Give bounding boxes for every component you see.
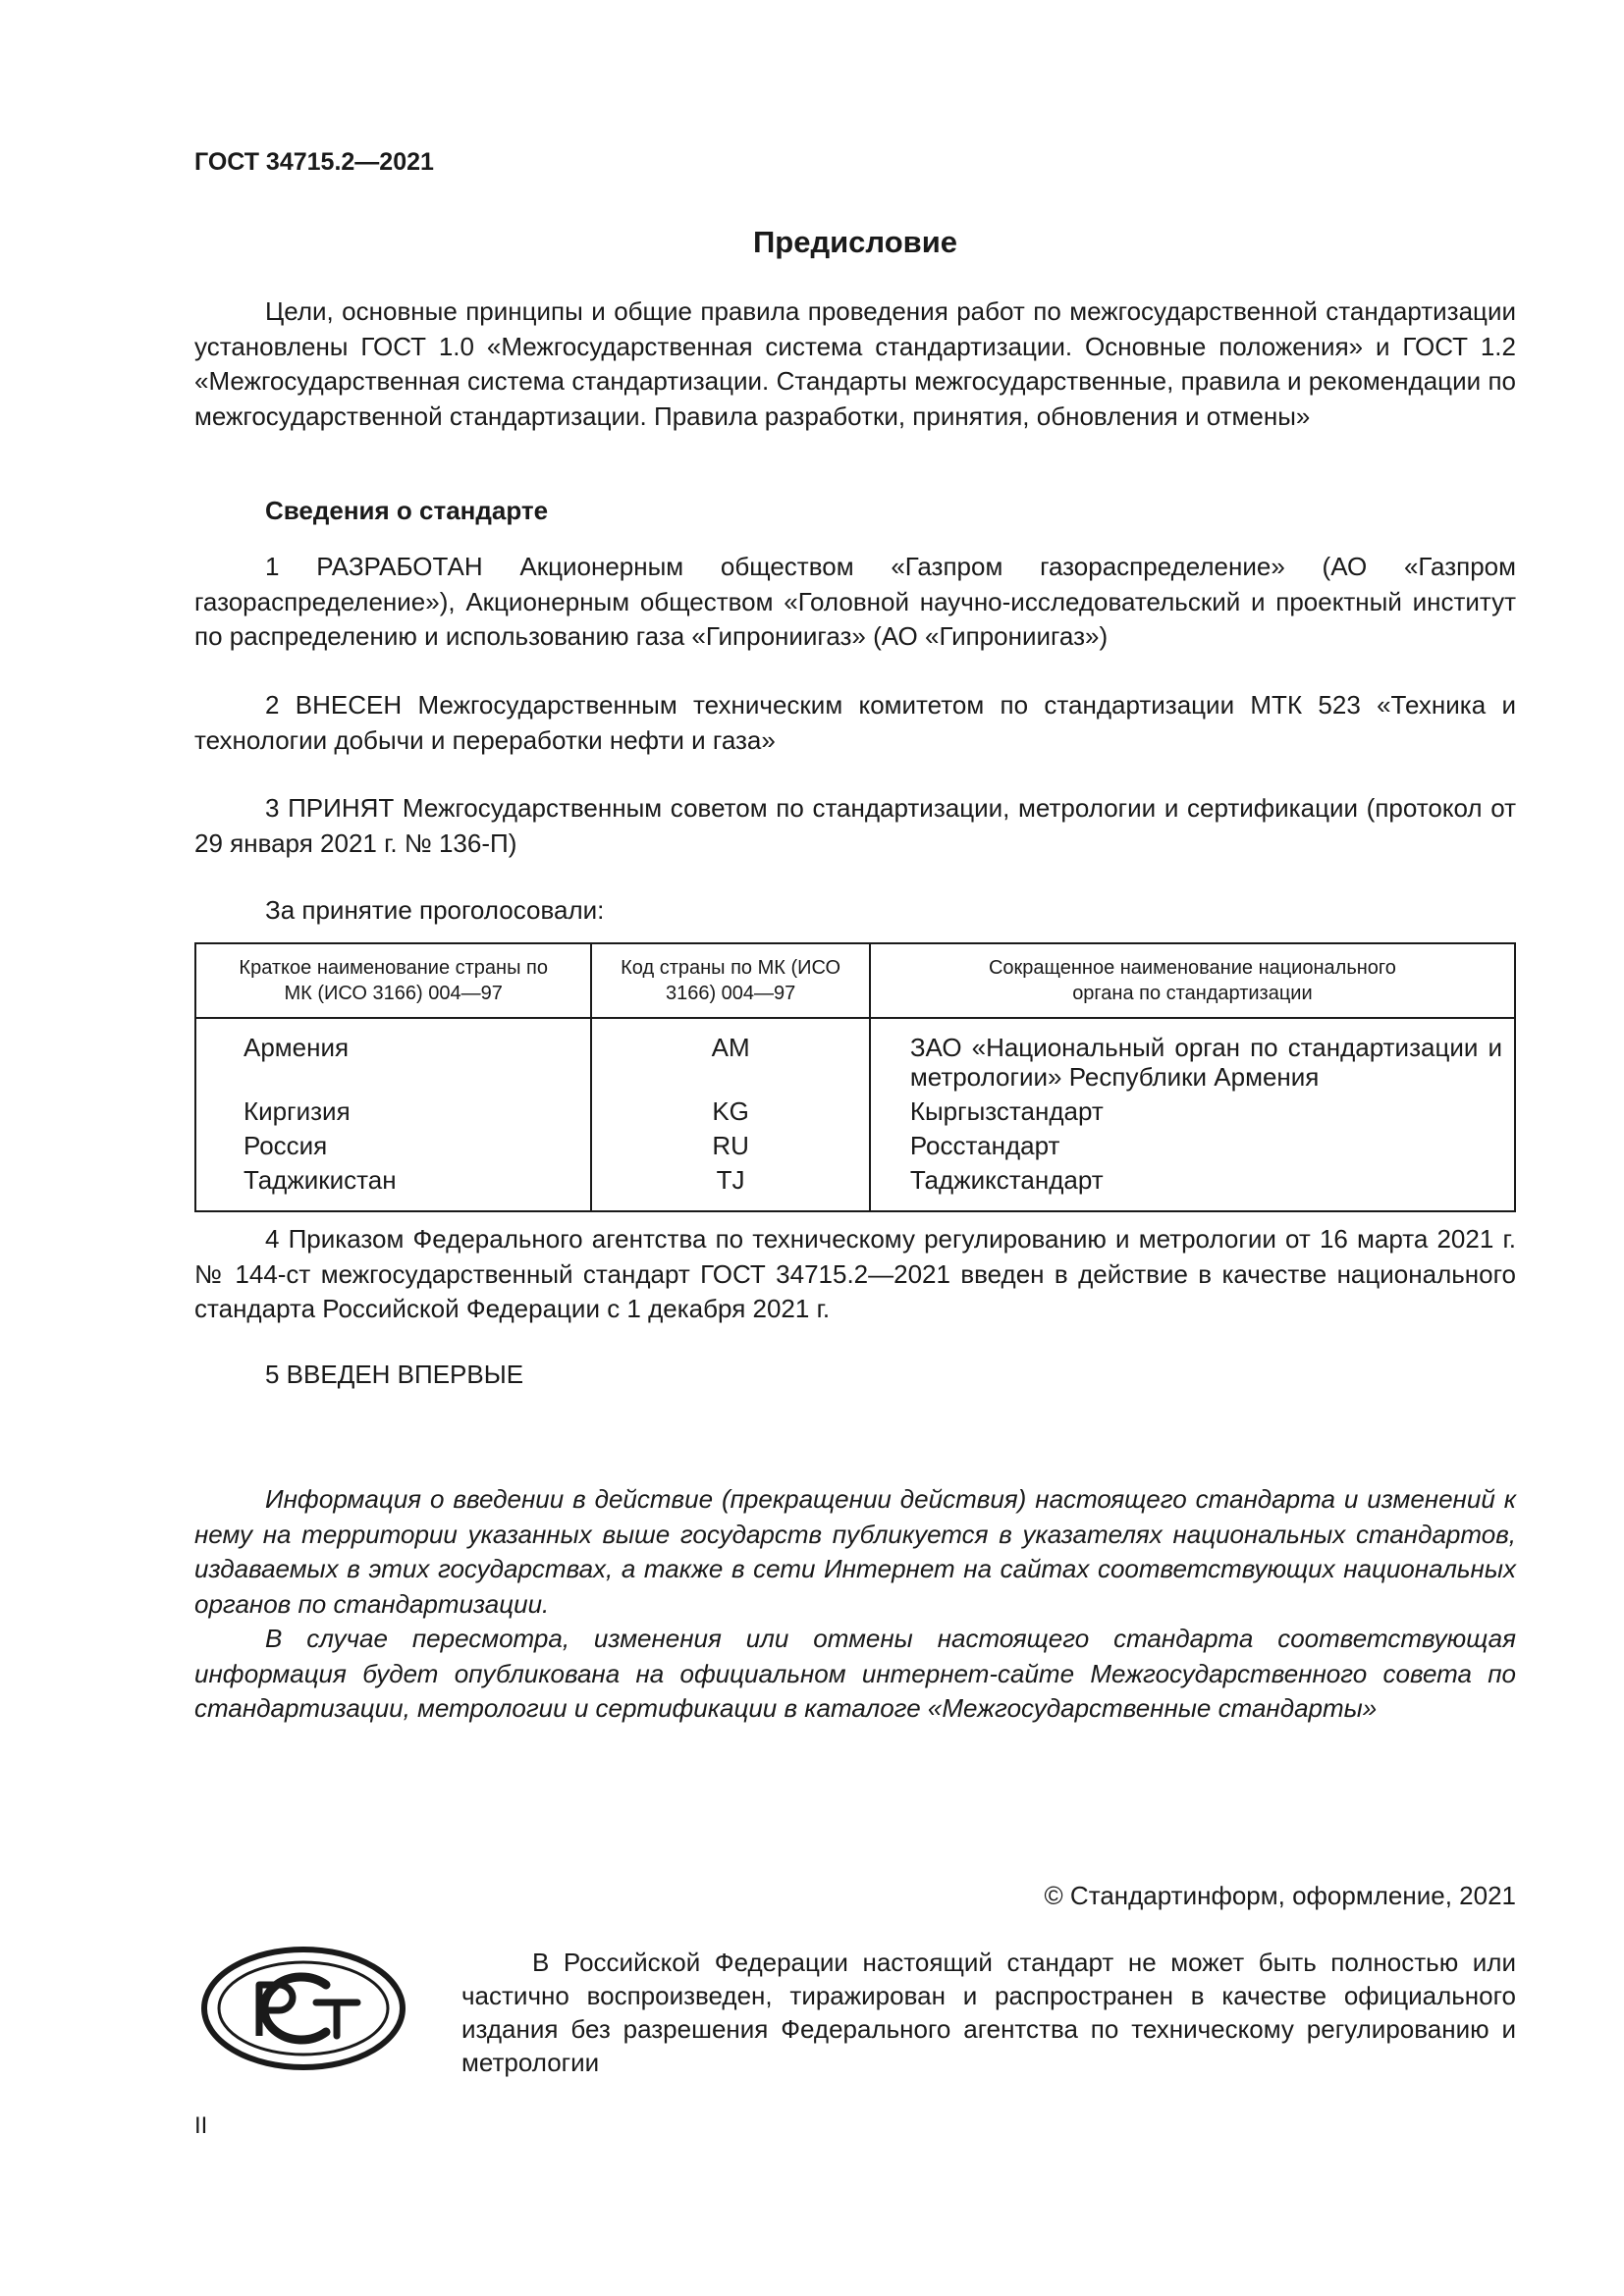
table-header-row [195,943,1515,1018]
header-country: Краткое наименование страны по МК (ИСО 3166) 004—97 [195,943,591,1018]
organization-cell: Кыргызстандарт [870,1092,1515,1126]
voted-caption: За принятие проголосовали: [265,895,605,925]
code-cell: AM [591,1018,869,1092]
header-organization: Сокращенное наименование национального органа по стандартизации [870,943,1515,1018]
item-adopted: 3 ПРИНЯТ Межгосударственным советом по стандартизации, метрологии и сертификации (протокол от 29 января 2021 г. № 136-П) [194,793,1516,858]
notice-info-paragraph: Информация о введении в действие (прекращении действия) настоящего стандарта и изменений к нему на территории указанных выше государств публикуется в указателях национальных стандартов, издаваемых в этих государствах, а также в сети Интернет на сайтах соответствующих национальных органов по стандартизации. [194,1484,1516,1619]
item-first-introduced: 5 ВВЕДЕН ВПЕРВЫЕ [265,1360,524,1389]
voting-table [194,942,1516,1212]
table-row [195,1126,1515,1160]
country-cell: Россия [195,1126,591,1160]
intro-paragraph: Цели, основные принципы и общие правила проведения работ по межгосударственной стандартизации установлены ГОСТ 1.0 «Межгосударственная система стандартизации. Основные положения» и ГОСТ 1.2 «Межгосударственная система стандартизации. Стандарты межгосударственные, правила и рекомендации по межгосударственной стандартизации. Правила разработки, принятия, обновления и отмены» [194,296,1516,431]
copyright-line: © Стандартинформ, оформление, 2021 [1044,1881,1516,1910]
item-order: 4 Приказом Федерального агентства по техническому регулированию и метрологии от 16 марта 2021 г. № 144-ст межгосударственный стандарт ГОСТ 34715.2—2021 введен в действие в качестве национального стандарта Российской Федерации с 1 декабря 2021 г. [194,1224,1516,1323]
organization-cell: Таджикстандарт [870,1160,1515,1211]
header-code: Код страны по МК (ИСО 3166) 004—97 [591,943,869,1018]
info-heading: Сведения о стандарте [265,496,549,525]
organization-cell: Росстандарт [870,1126,1515,1160]
rst-logo-icon [200,1946,406,2071]
table-row [195,1018,1515,1092]
code-cell: KG [591,1092,869,1126]
organization-cell: ЗАО «Национальный орган по стандартизации и метрологии» Республики Армения [870,1018,1515,1092]
page-title: Предисловие [752,225,957,259]
table-row [195,1092,1515,1126]
code-cell: RU [591,1126,869,1160]
country-cell: Киргизия [195,1092,591,1126]
item-developed: 1 РАЗРАБОТАН Акционерным обществом «Газпром газораспределение» (АО «Газпром газораспределение»), Акционерным обществом «Головной научно-исследовательский и проектный институт по распределению и использованию газа «Гипрониигаз» (АО «Гипрониигаз») [194,552,1516,651]
page-number: II [194,2112,208,2139]
rights-notice: В Российской Федерации настоящий стандарт не может быть полностью или частично воспроизведен, тиражирован и распространен в качестве официального издания без разрешения Федерального агентства по техническому регулированию и метрологии [461,1948,1516,2077]
code-cell: TJ [591,1160,869,1211]
country-cell: Армения [195,1018,591,1092]
country-cell: Таджикистан [195,1160,591,1211]
table-row [195,1160,1515,1211]
notice-revision-paragraph: В случае пересмотра, изменения или отмены настоящего стандарта соответствующая информация будет опубликована на официальном интернет-сайте Межгосударственного совета по стандартизации, метрологии и сертификации в каталоге «Межгосударственные стандарты» [194,1624,1516,1723]
item-introduced: 2 ВНЕСЕН Межгосударственным техническим комитетом по стандартизации МТК 523 «Техника и технологии добычи и переработки нефти и газа» [194,690,1516,755]
standard-code-header: ГОСТ 34715.2—2021 [194,148,434,176]
